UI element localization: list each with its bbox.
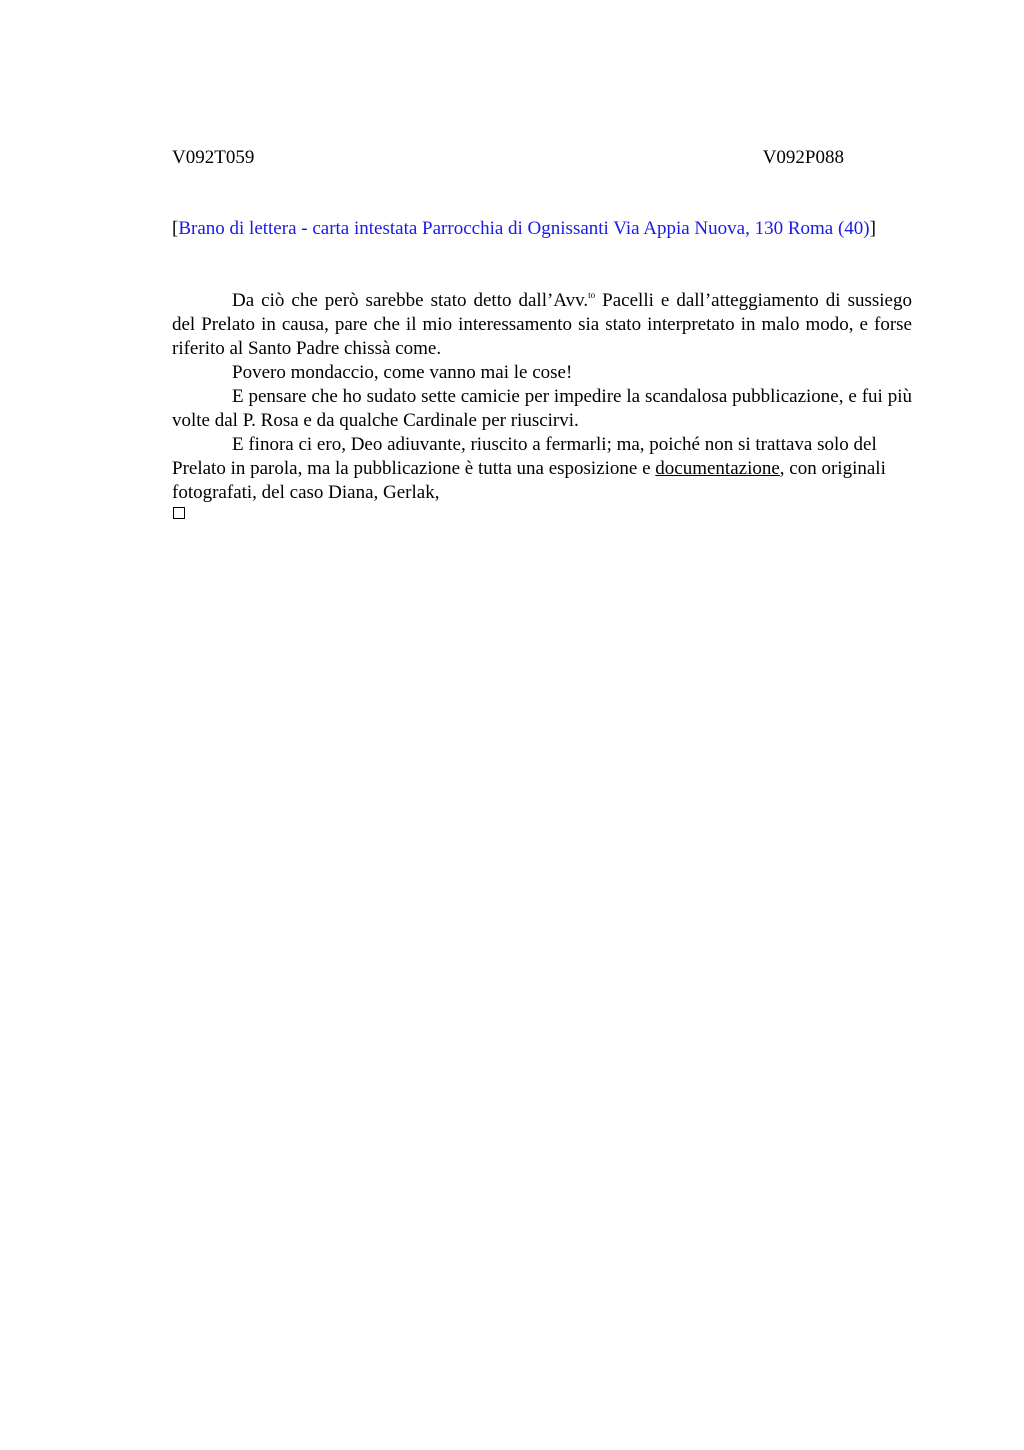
paragraph-1 — [172, 289, 912, 361]
heading-open-bracket: [ — [172, 218, 179, 239]
abbreviation-superscript: to — [588, 290, 596, 300]
paragraph-4-text-end: , con originali fotografati, del caso Diana, Gerlak, — [172, 458, 886, 503]
paragraph-2: Povero mondaccio, come vanno mai le cose! — [232, 362, 573, 383]
empty-square-icon — [173, 507, 185, 519]
left-document-code: V092T059 — [172, 147, 255, 168]
document-codes — [172, 146, 844, 172]
right-document-code: V092P088 — [762, 147, 844, 168]
paragraph-4 — [172, 433, 912, 505]
underlined-word: documentazione — [655, 458, 780, 479]
paragraph-1-text-end: Pacelli e dall’atteggiamento di sussiego del Prelato in causa, pare che il mio interessamento sia stato interpretato in malo modo, e forse riferito al Santo Padre chissà come. — [172, 290, 912, 359]
letter-body — [172, 289, 912, 505]
letter-heading — [172, 217, 912, 241]
paragraph-1-text-start: Da ciò che però sarebbe stato detto dall’Avv. — [232, 290, 589, 311]
paragraph-4-text-start: E finora ci ero, Deo adiuvante, riuscito a fermarli; ma, poiché non si trattava solo del Prelato in parola, ma la pubblicazione è tutta una esposizione e — [172, 434, 877, 479]
heading-text: Brano di lettera - carta intestata Parrocchia di Ognissanti Via Appia Nuova, 130 Roma (40) — [178, 218, 870, 239]
heading-close-bracket: ] — [869, 218, 876, 239]
paragraph-3: E pensare che ho sudato sette camicie per impedire la scandalosa pubblicazione, e fui più volte dal P. Rosa e da qualche Cardinale per riuscirvi. — [172, 386, 912, 431]
